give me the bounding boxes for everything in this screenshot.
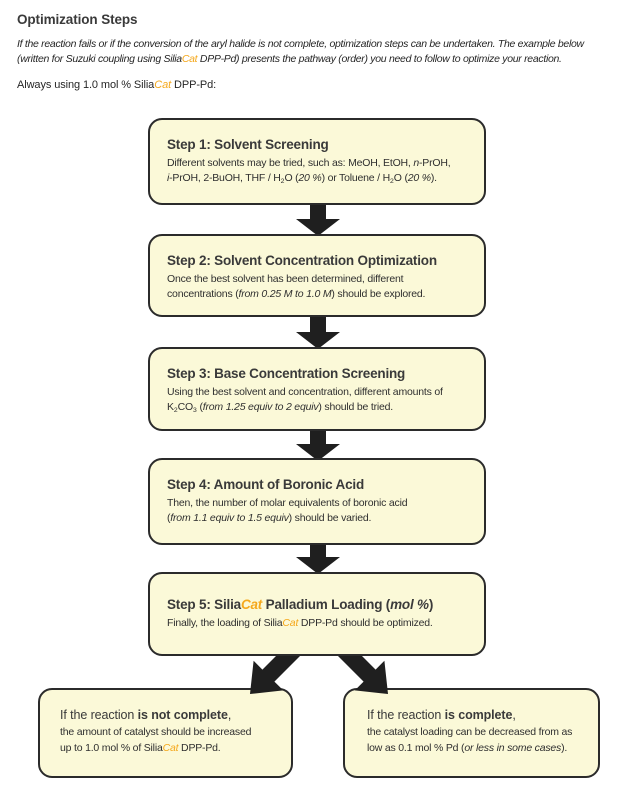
catalyst-loading-note: Always using 1.0 mol % SiliaCat DPP-Pd: [17,79,217,91]
outcome-not-complete-body: the amount of catalyst should be increased up to 1.0 mol % of SiliaCat DPP-Pd. [60,726,252,754]
step-5-body: Finally, the loading of SiliaCat DPP-Pd should be optimized. [167,617,433,629]
step-2-title: Step 2: Solvent Concentration Optimization [167,253,437,268]
arrow-down-icon-4 [296,543,340,574]
step-4-title: Step 4: Amount of Boronic Acid [167,477,364,492]
step-1-title: Step 1: Solvent Screening [167,137,329,152]
step-box-5 [148,572,486,656]
step-1-body: Different solvents may be tried, such as: MeOH, EtOH, n-PrOH, i-PrOH, 2-BuOH, THF / H2O (20 %) or Toluene / H2O (20 %). [167,157,451,186]
step-box-4 [148,458,486,545]
outcome-box-not-complete [38,688,293,778]
step-4-body: Then, the number of molar equivalents of boronic acid (from 1.1 equiv to 1.5 equiv) should be varied. [167,497,408,524]
step-2-body: Once the best solvent has been determined, different concentrations (from 0.25 M to 1.0 M) should be explored. [167,273,426,300]
step-box-1 [148,118,486,205]
arrow-down-icon-1 [296,203,340,236]
intro-paragraph: If the reaction fails or if the conversion of the aryl halide is not complete, optimization steps can be undertaken. The example below (written for Suzuki coupling using SiliaCat DPP-Pd) presents the pathway (order) you need to follow to optimize your reaction. [17,38,584,65]
step-5-title: Step 5: SiliaCat Palladium Loading (mol %) [167,597,434,612]
arrow-down-icon-3 [296,429,340,461]
page-title: Optimization Steps [17,12,138,27]
outcome-box-complete [343,688,600,778]
step-box-3 [148,347,486,431]
step-3-body: Using the best solvent and concentration, different amounts of K2CO3 (from 1.25 equiv to 2 equiv) should be tried. [167,386,443,415]
step-3-title: Step 3: Base Concentration Screening [167,366,406,381]
outcome-complete-title: If the reaction is complete, [367,708,516,722]
outcome-not-complete-title: If the reaction is not complete, [60,708,232,722]
arrow-down-icon-2 [296,315,340,349]
step-box-2 [148,234,486,317]
outcome-complete-body: the catalyst loading can be decreased from as low as 0.1 mol % Pd (or less in some cases). [367,726,573,754]
